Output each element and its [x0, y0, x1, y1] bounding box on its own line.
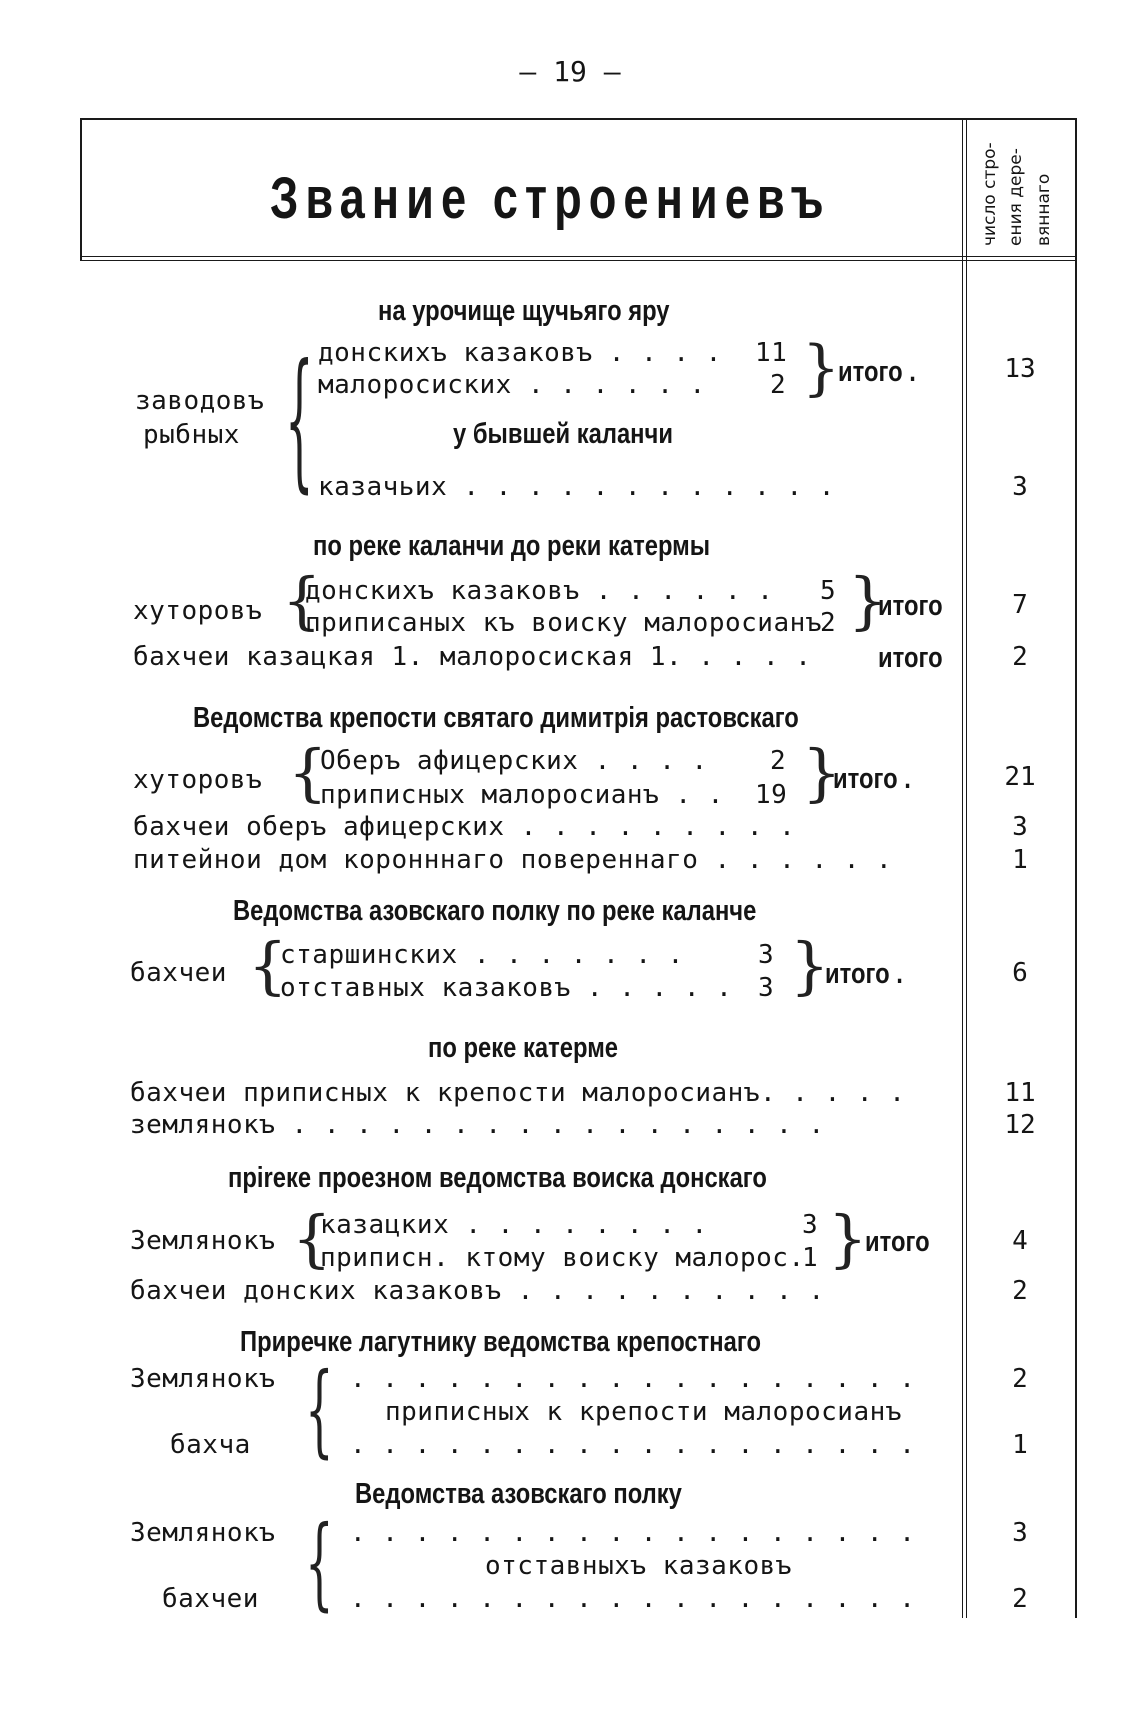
row-label: Оберъ афицерских . . . . [320, 746, 708, 776]
table-top-border [80, 118, 1077, 120]
row-label: казачьих . . . . . . . . . . . . [318, 472, 835, 502]
column-header [962, 118, 1077, 253]
total-value: 1 [1012, 845, 1028, 875]
total-value: 21 [1004, 762, 1036, 792]
row-label: бахчеи донских казаковъ . . . . . . . . . . [130, 1276, 825, 1306]
row-label: донскихъ казаковъ . . . . . . [305, 576, 774, 606]
group-label-line-2: рыбных [143, 420, 240, 450]
table-right-border [1075, 118, 1077, 1618]
total-label: итого . [825, 958, 903, 990]
row-value: 2 [770, 746, 787, 776]
total-label: итого [865, 1226, 930, 1258]
group-label-line-1: заводовъ [135, 386, 265, 416]
row-value: 3 [758, 973, 775, 1003]
right-brace: } [802, 333, 841, 403]
left-brace: { [288, 736, 328, 809]
table-column-divider-1 [962, 118, 963, 1618]
row-value: 19 [755, 780, 788, 810]
dotted-leader: . . . . . . . . . . . . . . . . . . [350, 1518, 916, 1548]
left-brace: { [305, 1504, 334, 1621]
section-heading: Ведомства азовскаго полку [355, 1478, 682, 1510]
row-label: бахча [170, 1430, 251, 1460]
total-value: 12 [1004, 1110, 1036, 1140]
table-left-border [80, 118, 82, 260]
right-brace: } [828, 1202, 868, 1275]
column-header-line-1: число стро- [980, 142, 1000, 246]
left-brace: { [282, 564, 322, 637]
section-heading: по реке каланчи до реки катермы [313, 530, 711, 562]
right-brace: } [848, 564, 888, 637]
group-label: хуторовъ [133, 596, 263, 626]
row-middle-label: приписных к крепости малоросианъ [385, 1397, 902, 1427]
total-value: 3 [1012, 472, 1028, 502]
section-heading: прireке проезном ведомства воиска донскаго [228, 1162, 767, 1194]
row-label: Землянокъ [130, 1518, 276, 1548]
total-label: итого . [833, 763, 911, 795]
dotted-leader: . . . . . . . . . . . . . . . . . . [350, 1364, 916, 1394]
row-value: 1 [802, 1243, 819, 1273]
row-value: 11 [755, 338, 788, 368]
left-brace: { [305, 1351, 334, 1468]
section-heading: Приречке лагутнику ведомства крепостнаго [240, 1326, 761, 1358]
row-label: Землянокъ [130, 1364, 276, 1394]
row-label: приписаных къ воиску малоросианъ [305, 608, 822, 638]
row-value: 2 [820, 608, 837, 638]
row-value: 3 [758, 940, 775, 970]
total-value: 6 [1012, 958, 1028, 988]
left-brace: { [285, 333, 314, 507]
page-number: — 19 — [519, 55, 621, 88]
row-label: питейнои дом коронннаго повереннаго . . . . . . [133, 845, 893, 875]
left-brace: { [248, 929, 288, 1002]
total-value: 2 [1012, 1276, 1028, 1306]
section-heading: Ведомства крепости святаго димитрiя растовскаго [193, 702, 799, 734]
total-value: 11 [1004, 1078, 1036, 1108]
section-heading: по реке катерме [428, 1032, 619, 1064]
row-label: бахчеи казацкая 1. малоросиская 1. . . . . [133, 642, 812, 672]
table-header-divider-1 [80, 256, 1077, 257]
table-column-divider-2 [966, 118, 967, 1618]
total-label: итого . [838, 356, 916, 388]
total-value: 2 [1012, 642, 1028, 672]
total-value: 13 [1004, 354, 1036, 384]
row-label: бахчеи оберъ афицерских . . . . . . . . . [133, 812, 796, 842]
row-label: бахчеи приписных к крепости малоросианъ. . . . . [130, 1078, 906, 1108]
table-header-divider-2 [80, 260, 1077, 261]
section-heading: Ведомства азовскаго полку по реке каланче [233, 895, 757, 927]
total-label: итого [878, 642, 943, 674]
row-label: приписн. ктому воиску малорос. [320, 1243, 805, 1273]
column-header-line-2: ения дере- [1006, 148, 1026, 246]
row-label: землянокъ . . . . . . . . . . . . . . . . . [130, 1110, 825, 1140]
row-label: бахчеи [162, 1584, 259, 1614]
total-label: итого [878, 590, 943, 622]
section-subheading: у бывшей каланчи [453, 418, 673, 450]
dotted-leader: . . . . . . . . . . . . . . . . . . [350, 1584, 916, 1614]
section-heading: на урочище щучьяго яру [378, 295, 670, 327]
total-value: 3 [1012, 1518, 1028, 1548]
table-title: Звание строениевъ [270, 166, 831, 231]
group-label: Землянокъ [130, 1226, 276, 1256]
row-label: донскихъ казаковъ . . . . [318, 338, 722, 368]
total-value: 7 [1012, 590, 1028, 620]
row-value: 3 [802, 1210, 819, 1240]
total-value: 2 [1012, 1364, 1028, 1394]
row-label: казацких . . . . . . . . [320, 1210, 708, 1240]
left-brace: { [292, 1202, 332, 1275]
row-middle-label: отставныхъ казаковъ [485, 1551, 792, 1581]
group-label: бахчеи [130, 958, 227, 988]
dotted-leader: . . . . . . . . . . . . . . . . . . [350, 1430, 916, 1460]
group-label: хуторовъ [133, 765, 263, 795]
column-header-line-3: вяннаго [1034, 173, 1054, 246]
total-value: 3 [1012, 812, 1028, 842]
total-value: 4 [1012, 1226, 1028, 1256]
row-value: 5 [820, 576, 837, 606]
total-value: 2 [1012, 1584, 1028, 1614]
total-value: 1 [1012, 1430, 1028, 1460]
right-brace: } [790, 929, 830, 1002]
row-label: малоросиских . . . . . . [318, 370, 706, 400]
right-brace: } [802, 736, 842, 809]
row-value: 2 [770, 370, 787, 400]
row-label: старшинских . . . . . . . [280, 940, 684, 970]
row-label: отставных казаковъ . . . . . [280, 973, 733, 1003]
row-label: приписных малоросианъ . . [320, 780, 724, 810]
